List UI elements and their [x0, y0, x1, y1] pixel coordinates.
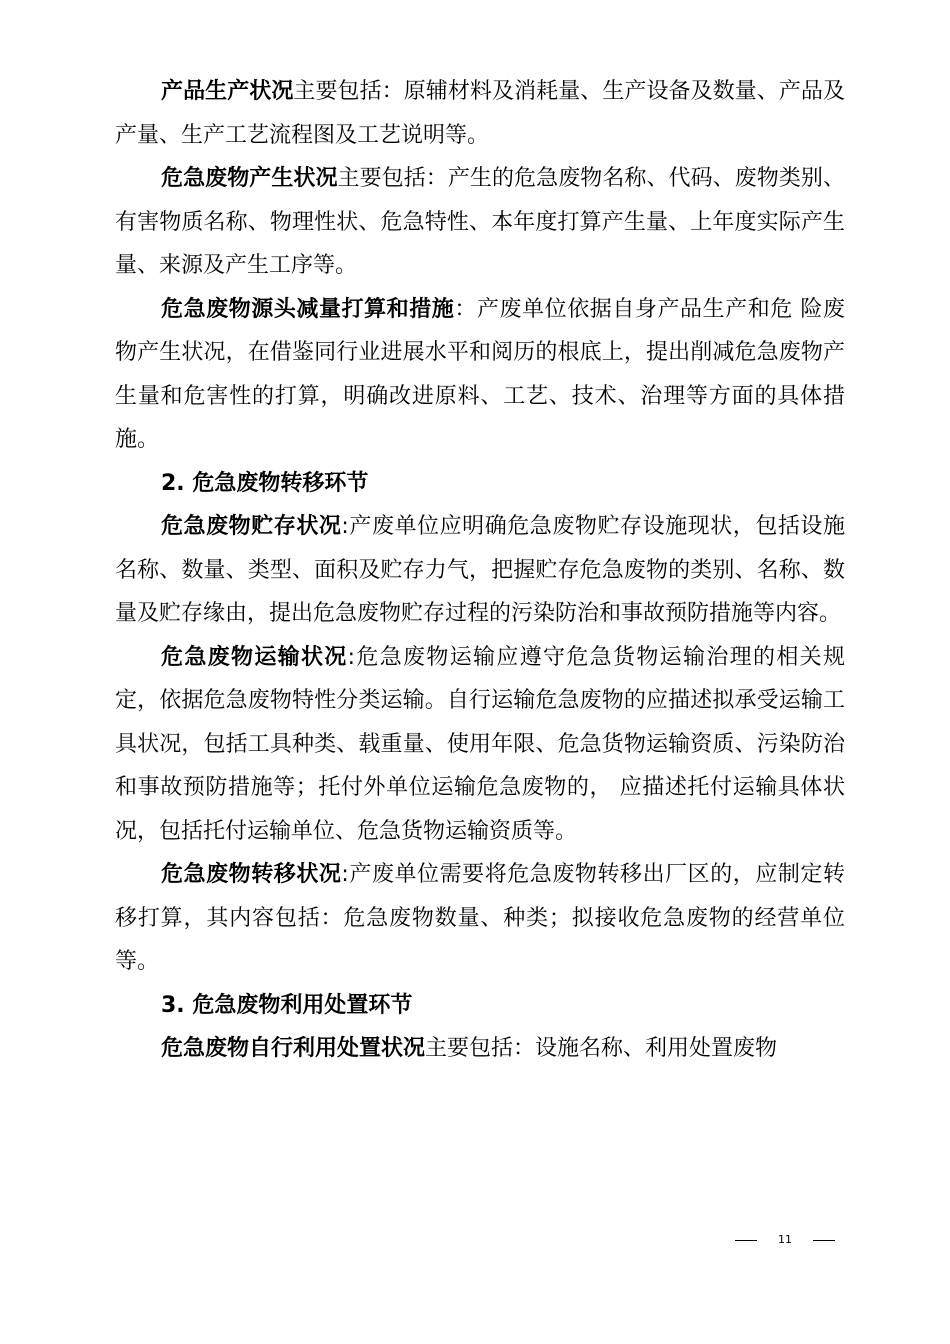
paragraph-transport	[115, 636, 845, 854]
paragraph-text: ：产废单位依据自身产品生产和危 险废物产生状况，在借鉴同行业进展水平和阅历的根底上，提出削减危急废物产生量和危害性的打算，明确改进原料、工艺、技术、治理等方面的具体措施。	[115, 296, 845, 452]
paragraph-lead: 危急废物运输状况	[161, 644, 348, 670]
paragraph-lead: 产品生产状况	[161, 79, 294, 104]
paragraph-text: 主要包括：原辅材料及消耗量、生产设备及数量、产品及产量、生产工艺流程图及工艺说明等。	[115, 79, 845, 148]
paragraph-text: :危急废物运输应遵守危急货物运输治理的相关规定，依据危急废物特性分类运输。自行运输危急废物的应描述拟承受运输工具状况，包括工具种类、载重量、使用年限、危急货物运输资质、污染防治和事故预防措施等；托付外单位运输危急废物的， 应描述托付运输具体状况，包括托付运输单位、危急货物运输资质等。	[115, 644, 845, 844]
paragraph-source-reduction	[115, 288, 845, 462]
footer-dash-right	[813, 1240, 835, 1241]
footer-dash-left	[735, 1240, 757, 1241]
paragraph-waste-generation	[115, 157, 845, 288]
paragraph-lead: 危急废物转移状况	[161, 862, 342, 887]
paragraph-lead: 危急废物贮存状况	[161, 514, 342, 539]
paragraph-lead: 危急废物源头减量打算和措施	[161, 296, 455, 322]
paragraph-self-utilization	[115, 1027, 845, 1071]
paragraph-lead: 危急废物自行利用处置状况	[161, 1036, 426, 1061]
paragraph-storage	[115, 505, 845, 636]
document-body	[115, 70, 845, 1071]
page-number: 11	[778, 1233, 792, 1246]
paragraph-text: 主要包括：设施名称、利用处置废物	[425, 1036, 778, 1061]
page-footer	[735, 1230, 835, 1250]
paragraph-product-production	[115, 70, 845, 157]
paragraph-lead: 危急废物产生状况	[161, 166, 338, 191]
paragraph-text: :产废单位应明确危急废物贮存设施现状，包括设施名称、数量、类型、面积及贮存力气，把握贮存危急废物的类别、名称、数量及贮存缘由，提出危急废物贮存过程的污染防治和事故预防措施等内容。	[115, 514, 845, 626]
paragraph-transfer	[115, 853, 845, 984]
paragraph-text: :产废单位需要将危急废物转移出厂区的，应制定转移打算，其内容包括：危急废物数量、种类；拟接收危急废物的经营单位等。	[115, 862, 845, 974]
section-heading-utilization: 3. 危急废物利用处置环节	[161, 992, 413, 1018]
paragraph-text: 主要包括：产生的危急废物名称、代码、废物类别、有害物质名称、物理性状、危急特性、本年度打算产生量、上年度实际产生量、来源及产生工序等。	[115, 166, 845, 278]
section-heading-transfer: 2. 危急废物转移环节	[161, 470, 369, 496]
